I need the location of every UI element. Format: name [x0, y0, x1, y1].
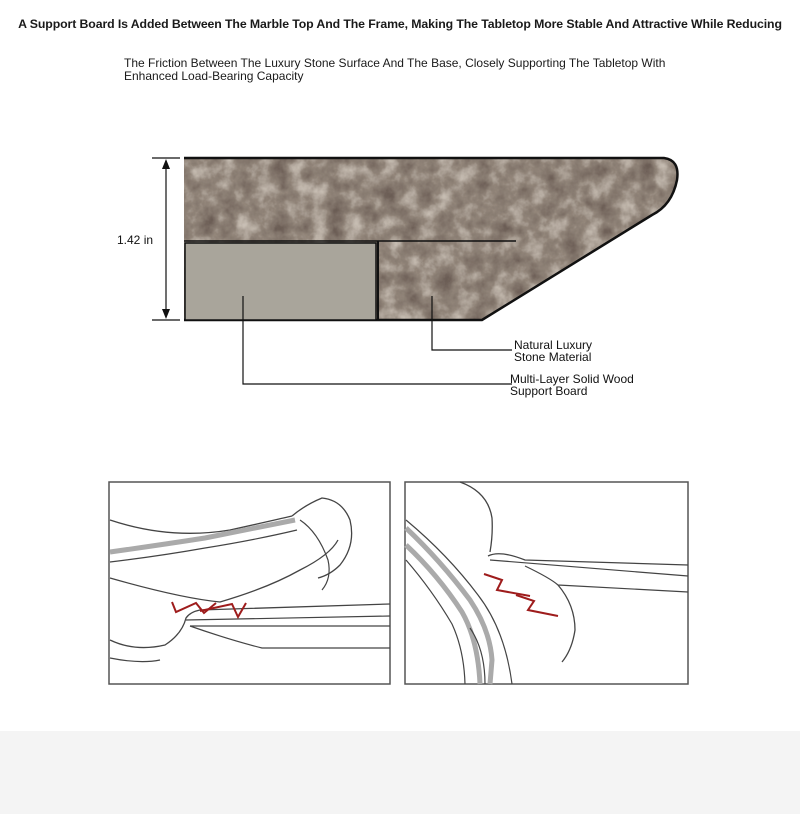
headline-line-1: A Support Board Is Added Between The Marble Top And The Frame, Making The Tabletop More Stable And Attractive While Reducing: [18, 17, 782, 31]
board-label-line-2: Support Board: [510, 384, 588, 398]
thickness-dimension: [152, 158, 180, 320]
headline-line-2a: The Friction Between The Luxury Stone Surface And The Base, Closely Supporting The Tabletop With: [124, 56, 666, 70]
footer-band: [0, 731, 800, 814]
support-board-callout: [510, 373, 634, 397]
stone-material-callout: [514, 339, 592, 363]
stone-label-line-1: Natural Luxury: [514, 338, 593, 352]
headline-line-2b: Enhanced Load-Bearing Capacity: [124, 69, 304, 83]
thickness-label: 1.42 in: [117, 233, 154, 247]
elbow-on-table-edge-icon: [109, 482, 390, 684]
board-label-line-1: Multi-Layer Solid Wood: [510, 372, 634, 386]
stone-label-line-2: Stone Material: [514, 350, 592, 364]
thigh-against-table-edge-icon: [405, 482, 688, 684]
support-board-section: [185, 243, 376, 320]
